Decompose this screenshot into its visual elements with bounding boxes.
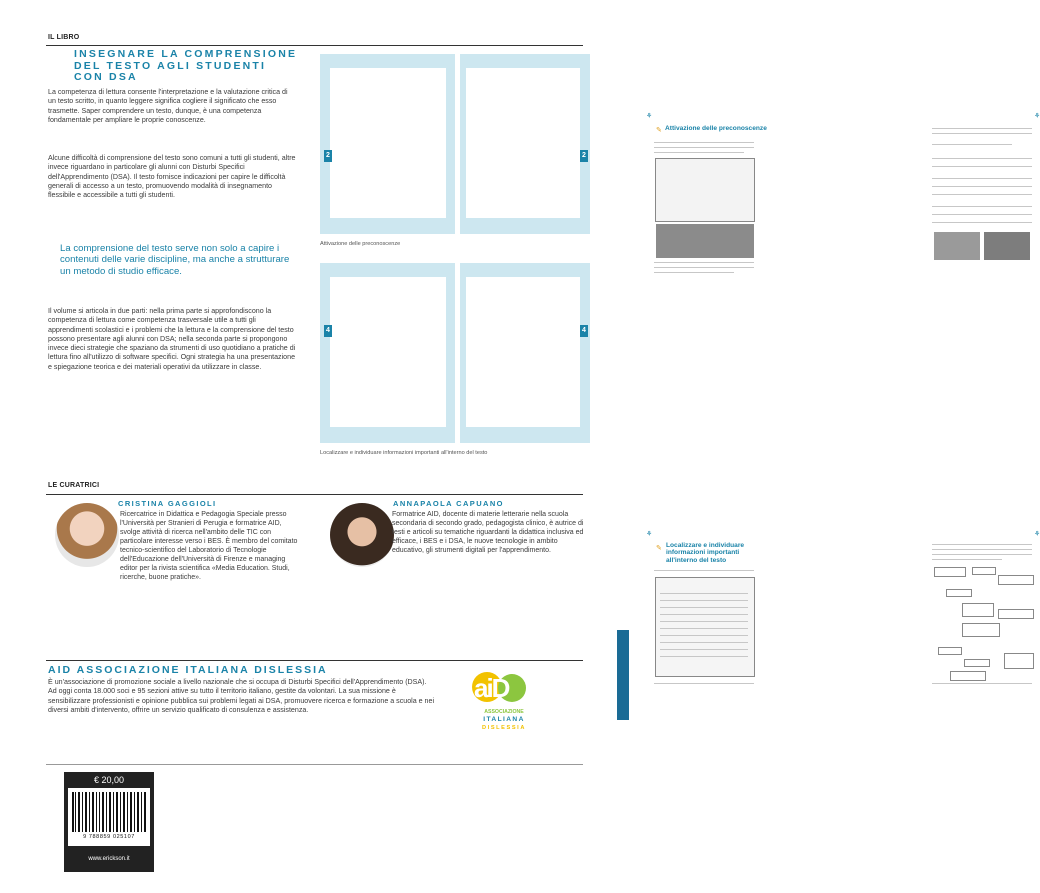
preview-title-line: Localizzare e individuare bbox=[666, 542, 745, 549]
concept-map-node bbox=[946, 589, 972, 597]
chapter-tab: 2 bbox=[324, 150, 332, 162]
barcode bbox=[68, 788, 150, 846]
aid-logo bbox=[468, 672, 540, 744]
concept-map-node bbox=[964, 659, 990, 667]
section-label-book: IL LIBRO bbox=[48, 34, 80, 41]
logo-icon: ⚘ bbox=[1034, 113, 1040, 120]
aid-description: È un'associazione di promozione sociale a livello nazionale che si occupa di Disturbi Specifici dell'Apprendimento (DSA). Ad oggi conta 18.000 soci e 95 sezioni attive su tutto il territorio italiano, gestite da volontari. La sua missione è sensibilizzare professionisti e opinione pubblica sui problemi legati ai DSA, promuovere ricerca e formazione a scuola e nei diversi ambiti d'intervento, offrire un servizio qualificato di consulenza e assistenza. bbox=[48, 678, 435, 714]
preview-title: Attivazione delle preconoscenze bbox=[665, 125, 767, 132]
book-title-line: DEL TESTO AGLI STUDENTI bbox=[74, 59, 267, 72]
concept-map-node bbox=[962, 623, 1000, 637]
logo-icon: ⚘ bbox=[646, 531, 653, 538]
section-divider bbox=[46, 494, 583, 495]
preview-title bbox=[666, 542, 776, 564]
side-color-bar bbox=[617, 630, 629, 720]
landscape-photo bbox=[656, 224, 754, 258]
concept-map-node bbox=[998, 609, 1034, 619]
photo-thumbnail bbox=[984, 232, 1030, 260]
isbn-digits: 9 788859 025107 bbox=[83, 834, 135, 840]
section-divider bbox=[46, 45, 583, 46]
text-excerpt-box bbox=[655, 158, 755, 222]
book-quote: La comprensione del testo serve non solo a capire i contenuti delle varie discipline, ma anche a strutturare un metodo di studio efficace. bbox=[60, 243, 290, 277]
concept-map-node bbox=[950, 671, 986, 681]
preview-page bbox=[460, 263, 1040, 538]
section-label-curators: LE CURATRICI bbox=[48, 482, 100, 489]
aid-title: AID ASSOCIAZIONE ITALIANA DISLESSIA bbox=[48, 664, 328, 676]
concept-map-node bbox=[934, 567, 966, 577]
preview-title-line: all'interno del testo bbox=[666, 556, 727, 564]
concept-map-node bbox=[972, 567, 996, 575]
preview-caption: Localizzare e individuare informazioni importanti all'interno del testo bbox=[320, 450, 488, 456]
logo-text-2: ITALIANA bbox=[483, 716, 525, 723]
concept-map-node bbox=[1004, 653, 1034, 669]
book-paragraph-2: Alcune difficoltà di comprensione del testo sono comuni a tutti gli studenti, altre invece riguardano in particolare gli alunni con Disturbi Specifici dell'Apprendimento (DSA). Il testo fornisce indicazioni per capire le difficoltà generali di accesso a un testo, promuovendo modalità di insegnamento flessibile e accessibile a tutti gli studenti. bbox=[48, 154, 296, 200]
concept-map-node bbox=[938, 647, 962, 655]
book-title-line: INSEGNARE LA COMPRENSIONE bbox=[74, 48, 298, 60]
chapter-tab: 2 bbox=[580, 150, 588, 162]
preview-page bbox=[320, 54, 767, 234]
pencil-icon: ✎ bbox=[656, 127, 662, 134]
text-excerpt-box bbox=[655, 577, 755, 677]
price-block bbox=[64, 772, 154, 872]
preview-title-line: informazioni importanti bbox=[666, 549, 740, 557]
curator-bio-2: Formatrice AID, docente di materie letterarie nella scuola secondaria di secondo grado, pedagogista clinico, è autrice di testi e articoli su tematiche riguardanti la didattica inclusiva ed efficace, i BES e i DSA, le nuove tecnologie in ambito educativo, gli strumenti digitali per l'apprendimento. bbox=[392, 511, 584, 554]
curator-bio-1: Ricercatrice in Didattica e Pedagogia Speciale presso l'Università per Stranieri di Perugia e formatrice AID, svolge attività di ricerca nell'ambito delle TIC con particolare interesse verso i BES. È membro del comitato tecnico-scientifico del Laboratorio di Tecnologie dell'Educazione dell'Università di Firenze e managing editor per la rivista scientifica «Media Education. Studi, ricerche, buone pratiche». bbox=[120, 511, 298, 581]
logo-icon: ⚘ bbox=[1034, 531, 1040, 538]
barcode-bars bbox=[72, 792, 146, 832]
chapter-tab: 4 bbox=[324, 325, 332, 337]
curator-name-1: CRISTINA GAGGIOLI bbox=[118, 499, 217, 508]
pencil-icon: ✎ bbox=[656, 545, 662, 552]
logo-text-3: DISLESSIA bbox=[482, 725, 526, 731]
photo-thumbnail bbox=[934, 232, 980, 260]
logo-text-1: ASSOCIAZIONE bbox=[484, 709, 524, 715]
book-paragraph-1: La competenza di lettura consente l'interpretazione e la valutazione critica di un testo scritto, in quanto leggere significa cogliere il significato che esso trasmette. Saper comprendere un testo, dunque, è una competenza fondamentale per ampliare le proprie conoscenze. bbox=[48, 88, 288, 124]
curator-name-2: ANNAPAOLA CAPUANO bbox=[393, 499, 504, 508]
book-title-line: CON DSA bbox=[74, 71, 138, 83]
website-label: www.erickson.it bbox=[88, 856, 130, 862]
book-paragraph-3: Il volume si articola in due parti: nella prima parte si approfondiscono la competenza di lettura come competenza trasversale utile a tutti gli apprendimenti scolastici e i problemi che la lettura e la comprensione del testo possono presentare agli alunni con DSA; nella seconda parte si propongono invece dieci strategie che spaziano da strumenti di uso quotidiano a pratiche di lettura fino all'utilizzo di software specifici. Ogni strategia ha una presentazione e spiegazione teorica e dei materiali operativi da utilizzare in classe. bbox=[48, 307, 296, 371]
section-divider bbox=[46, 764, 583, 765]
chapter-tab: 4 bbox=[580, 325, 588, 337]
logo-letters: aiD bbox=[474, 673, 509, 703]
price-label: € 20,00 bbox=[93, 775, 125, 785]
avatar-annapaola bbox=[330, 503, 394, 567]
avatar-cristina bbox=[55, 503, 119, 567]
concept-map-node bbox=[998, 575, 1034, 585]
logo-icon: ⚘ bbox=[646, 113, 653, 120]
concept-map-node bbox=[962, 603, 994, 617]
preview-caption: Attivazione delle preconoscenze bbox=[320, 241, 401, 247]
section-divider bbox=[46, 660, 583, 661]
book-title bbox=[74, 49, 314, 84]
